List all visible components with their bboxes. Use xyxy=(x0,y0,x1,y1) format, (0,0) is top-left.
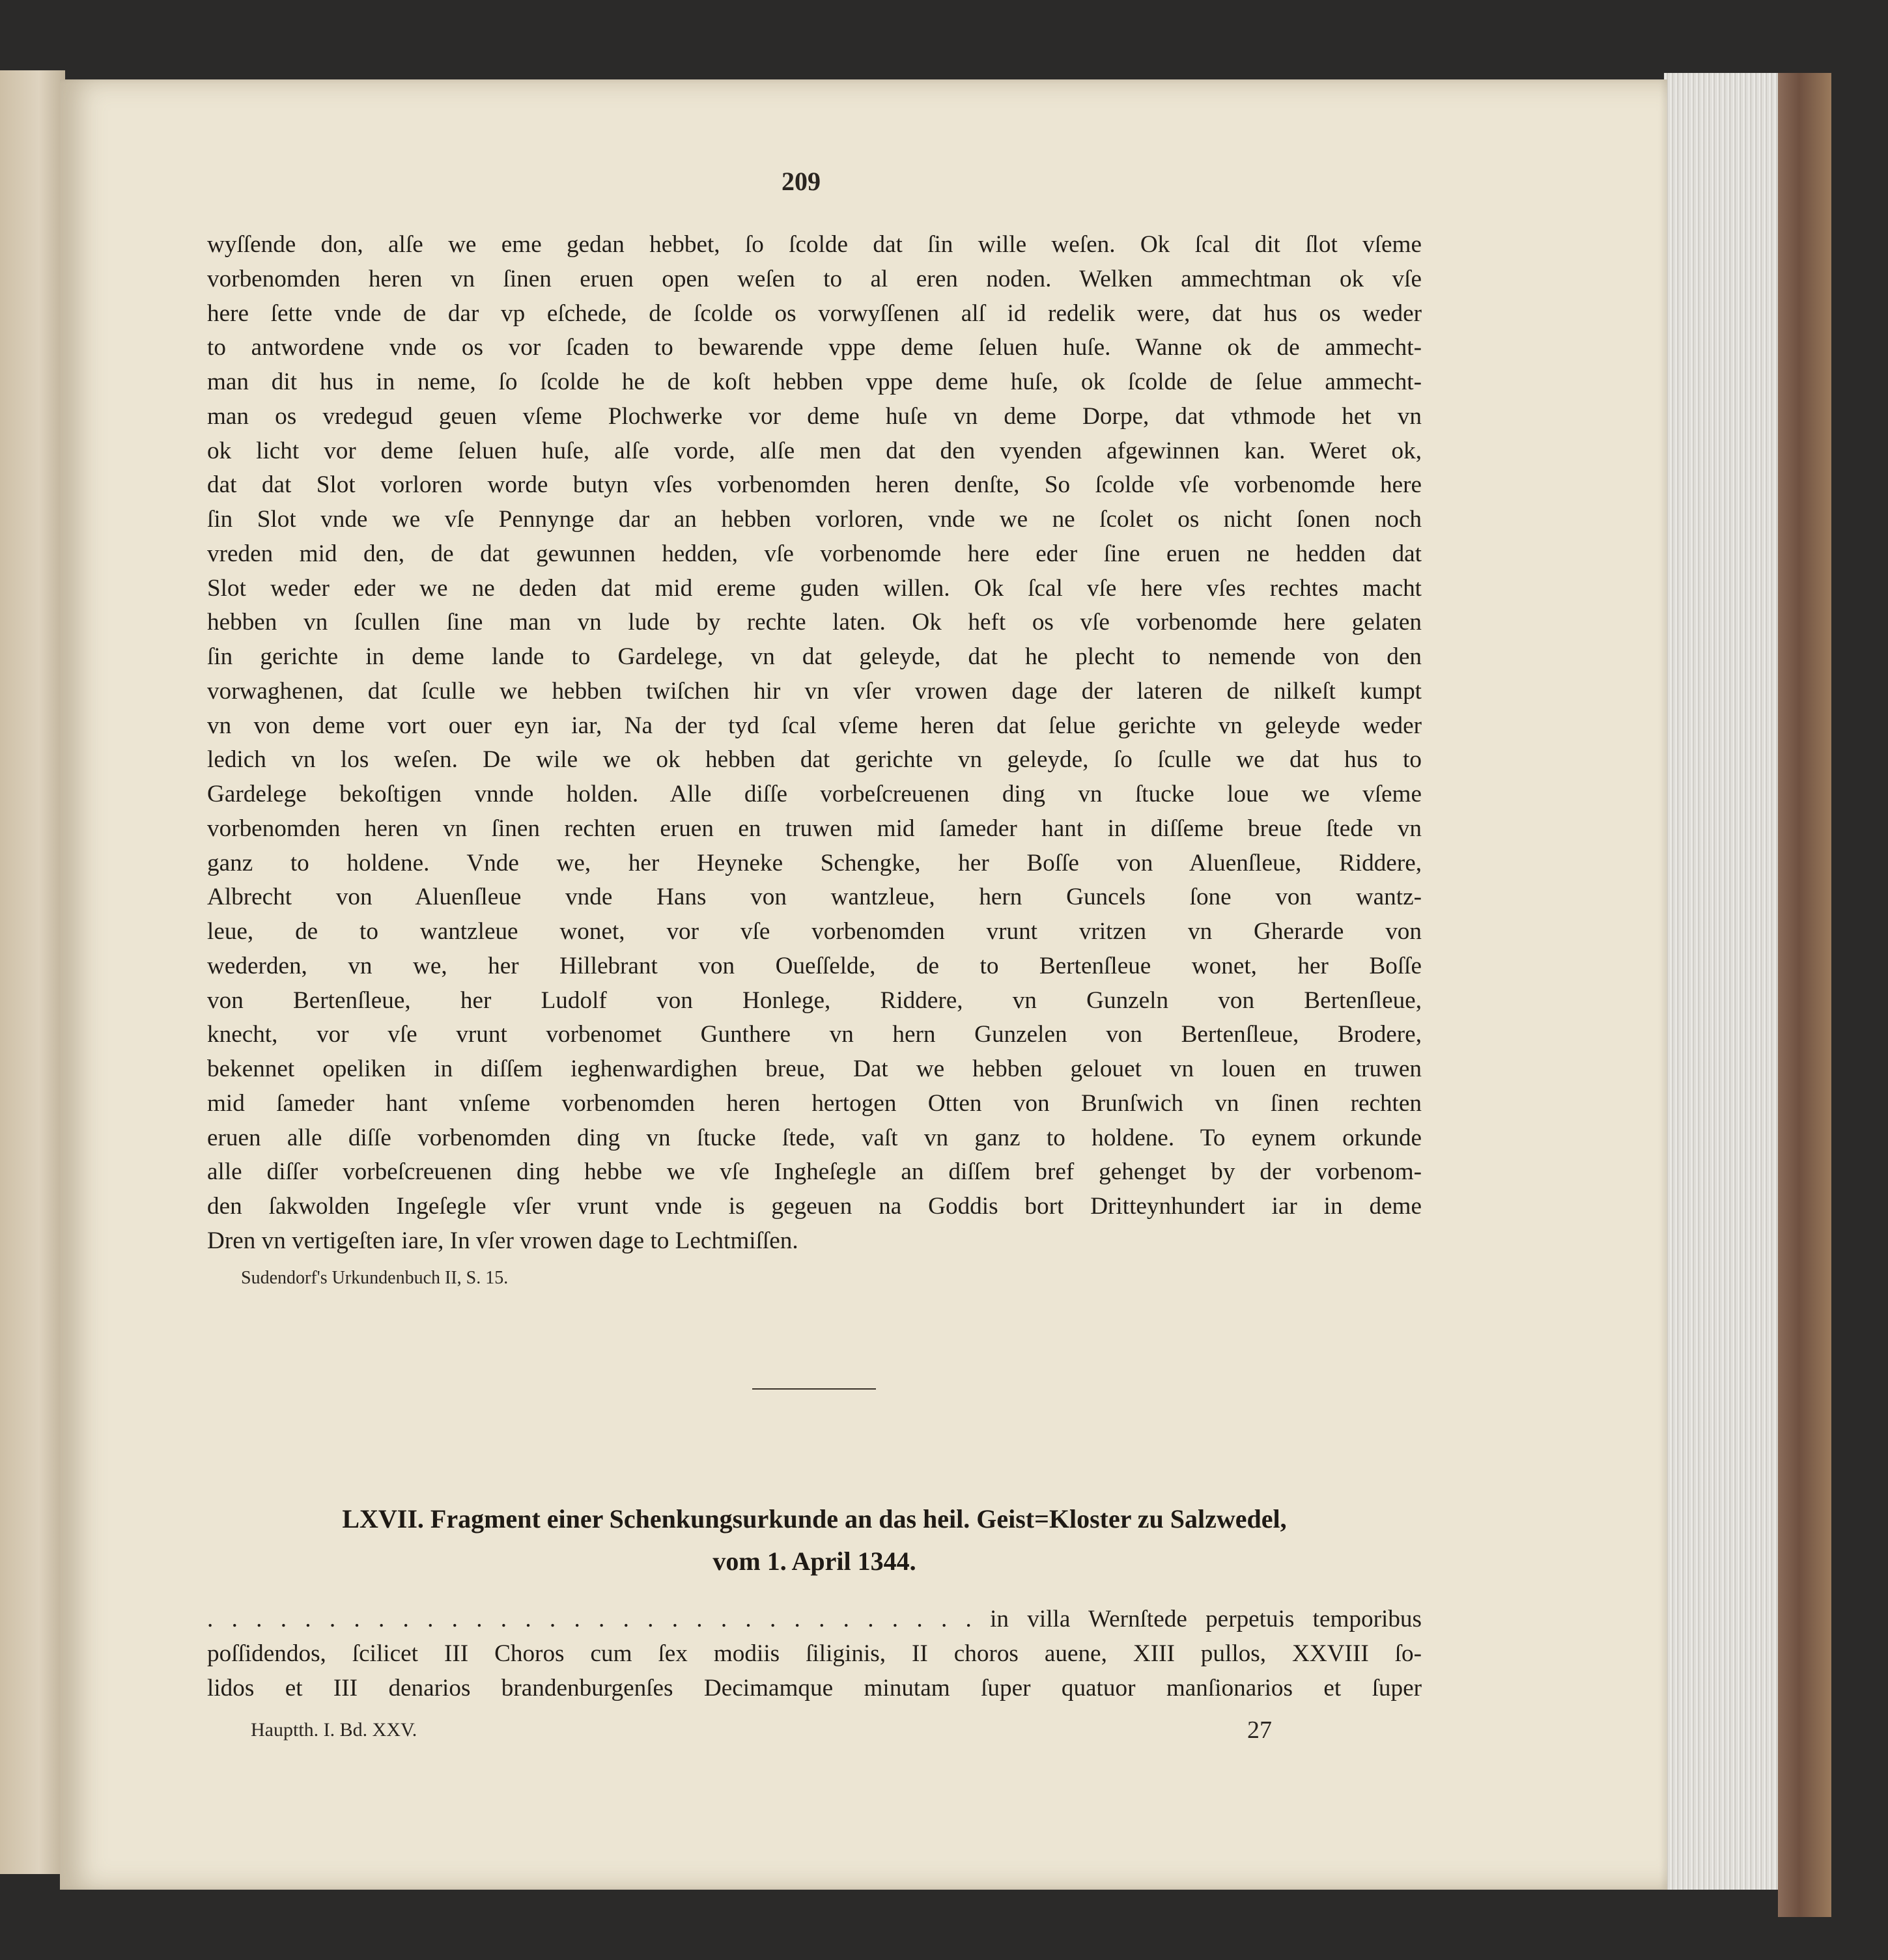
text-line: man dit hus in neme, ſo ſcolde he de koſt hebben vppe deme huſe, ok ſcolde de ſelue ammecht- xyxy=(207,369,1422,395)
text-line: vn von deme vort ouer eyn iar, Na der tyd ſcal vſeme heren dat ſelue gerichte vn geleyde weder xyxy=(207,712,1422,739)
charter-text xyxy=(207,228,1422,1259)
text-line: hebben vn ſcullen ſine man vn lude by rechte laten. Ok heft os vſe vorbenomde here gelaten xyxy=(207,609,1422,636)
text-line: here ſette vnde de dar vp eſchede, de ſcolde os vorwyſſenen alſ id redelik were, dat hus os weder xyxy=(207,300,1422,327)
sheet-signature: Hauptth. I. Bd. XXV. xyxy=(251,1719,417,1741)
text-line: lidos et III denarios brandenburgenſes Decimamque minutam ſuper quatuor manſionarios et ſuper xyxy=(207,1674,1422,1701)
text-line: ledich vn los weſen. De wile we ok hebben dat gerichte vn geleyde, ſo ſculle we dat hus to xyxy=(207,746,1422,774)
text-line: Slot weder eder we ne deden dat mid ereme guden willen. Ok ſcal vſe here vſes rechtes macht xyxy=(207,574,1422,602)
text-line: vorbenomden heren vn ſinen rechten eruen en truwen mid ſameder hant in diſſeme breue ſtede vn xyxy=(207,815,1422,842)
text-line: bekennet opeliken in diſſem ieghenwardighen breue, Dat we hebben gelouet vn louen en truwen xyxy=(207,1056,1422,1082)
text-line: ſin Slot vnde we vſe Pennynge dar an hebben vorloren, vnde we ne ſcolet os nicht ſonen noch xyxy=(207,506,1422,533)
text-line: Albrecht von Aluenſleue vnde Hans von wantzleue, hern Guncels ſone von wantz- xyxy=(207,884,1422,911)
text-line: wyſſende don, alſe we eme gedan hebbet, ſo ſcolde dat ſin wille weſen. Ok ſcal dit ſlot vſeme xyxy=(207,231,1422,258)
text-line: von Bertenſleue, her Ludolf von Honlege, Riddere, vn Gunzeln von Bertenſleue, xyxy=(207,987,1422,1014)
text-line: eruen alle diſſe vorbenomden ding vn ſtucke ſtede, vaſt vn ganz to holdene. To eynem orkunde xyxy=(207,1124,1422,1151)
text-line: knecht, vor vſe vrunt vorbenomet Gunthere vn hern Gunzelen von Bertenſleue, Brodere, xyxy=(207,1021,1422,1048)
page-number: 209 xyxy=(782,167,821,196)
sheet-number: 27 xyxy=(1247,1716,1272,1744)
text-line: Gardelege bekoſtigen vnnde holden. Alle diſſe vorbeſcreuenen ding vn ſtucke loue we vſeme xyxy=(207,781,1422,807)
page-edges xyxy=(1664,73,1778,1890)
text-line: ganz to holdene. Vnde we, her Heyneke Schengke, her Boſſe von Aluenſleue, Riddere, xyxy=(207,849,1422,876)
heading-line-title: LXVII. Fragment einer Schenkungsurkunde an das heil. Geist=Kloster zu Salzwedel, xyxy=(342,1504,1287,1533)
source-citation: Sudendorf's Urkundenbuch II, S. 15. xyxy=(241,1268,509,1288)
text-line: vorwaghenen, dat ſculle we hebben twiſchen hir vn vſer vrowen dage der lateren de nilkeſt kumpt xyxy=(207,677,1422,705)
heading-line-date: vom 1. April 1344. xyxy=(712,1547,916,1576)
text-line: . . . . . . . . . . . . . . . . . . . . . . . . . . . . . . . . in villa Wernſtede perpetuis temporibus xyxy=(207,1606,1422,1632)
text-line: vreden mid den, de dat gewunnen hedden, vſe vorbenomde here eder ſine eruen ne hedden dat xyxy=(207,540,1422,567)
document-heading xyxy=(207,1498,1422,1582)
text-line: den ſakwolden Ingeſegle vſer vrunt vnde is gegeuen na Goddis bort Dritteynhundert iar in deme xyxy=(207,1193,1422,1220)
text-line: poſſidendos, ſcilicet III Choros cum ſex modiis ſiliginis, II choros auene, XIII pullos, XXVIII ſo- xyxy=(207,1640,1422,1667)
text-line: leue, de to wantzleue wonet, vor vſe vorbenomden vrunt vritzen vn Gherarde von xyxy=(207,918,1422,945)
text-line-last: Dren vn vertigeſten iare, In vſer vrowen dage to Lechtmiſſen. xyxy=(207,1227,798,1254)
text-line: ſin gerichte in deme lande to Gardelege, vn dat geleyde, dat he plecht to nemende von den xyxy=(207,643,1422,670)
text-line: vorbenomden heren vn ſinen eruen open weſen to al eren noden. Welken ammechtman ok vſe xyxy=(207,265,1422,292)
text-line: alle diſſer vorbeſcreuenen ding hebbe we vſe Ingheſegle an diſſem bref gehenget by der vorbenom- xyxy=(207,1158,1422,1186)
text-line: to antwordene vnde os vor ſcaden to bewarende vppe deme ſeluen huſe. Wanne ok de ammecht- xyxy=(207,334,1422,361)
left-page-edge xyxy=(0,70,65,1874)
text-line: mid ſameder hant vnſeme vorbenomden heren hertogen Otten von Brunſwich vn ſinen rechten xyxy=(207,1089,1422,1117)
section-divider xyxy=(752,1388,876,1390)
book-cover-board xyxy=(1778,73,1831,1917)
text-line: wederden, vn we, her Hillebrant von Oueſſelde, de to Bertenſleue wonet, her Boſſe xyxy=(207,952,1422,979)
text-line: man os vredegud geuen vſeme Plochwerke vor deme huſe vn deme Dorpe, dat vthmode het vn xyxy=(207,402,1422,430)
text-line: dat dat Slot vorloren worde butyn vſes vorbenomden heren denſte, So ſcolde vſe vorbenomde here xyxy=(207,471,1422,499)
text-line: ok licht vor deme ſeluen huſe, alſe vorde, alſe men dat den vyenden afgewinnen kan. Weret ok, xyxy=(207,437,1422,464)
fragment-text xyxy=(207,1603,1422,1705)
